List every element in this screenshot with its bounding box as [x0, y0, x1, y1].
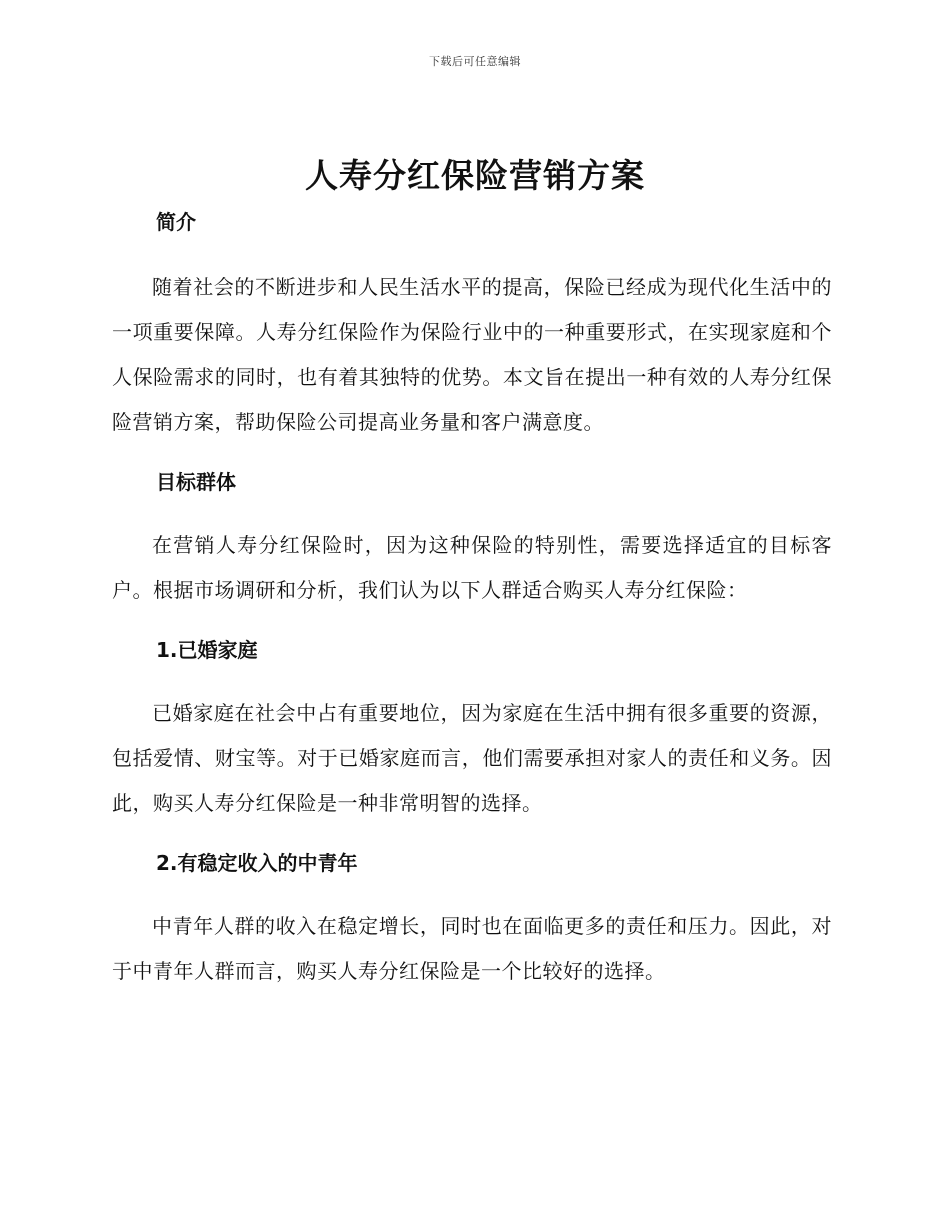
section-paragraph-married-families: 已婚家庭在社会中占有重要地位，因为家庭在生活中拥有很多重要的资源，包括爱情、财宝等。对于已婚家庭而言，他们需要承担对家人的责任和义务。因此，购买人寿分红保险是一种非常明智的选择。 [112, 701, 832, 815]
section-paragraph-target-group: 在营销人寿分红保险时，因为这种保险的特别性，需要选择适宜的目标客户。根据市场调研和分析，我们认为以下人群适合购买人寿分红保险： [112, 533, 832, 602]
section-heading-target-group: 目标群体 [156, 470, 236, 494]
section-paragraph-intro: 随着社会的不断进步和人民生活水平的提高，保险已经成为现代化生活中的一项重要保障。人寿分红保险作为保险行业中的一种重要形式，在实现家庭和个人保险需求的同时，也有着其独特的优势。本文旨在提出一种有效的人寿分红保险营销方案，帮助保险公司提高业务量和客户满意度。 [112, 275, 832, 434]
section-heading-young-adults: 2.有稳定收入的中青年 [156, 851, 358, 875]
header-note: 下载后可任意编辑 [429, 55, 521, 68]
document-body [112, 202, 832, 994]
document-title: 人寿分红保险营销方案 [305, 156, 645, 195]
section-paragraph-young-adults: 中青年人群的收入在稳定增长，同时也在面临更多的责任和压力。因此，对于中青年人群而言，购买人寿分红保险是一个比较好的选择。 [112, 914, 832, 983]
section-heading-married-families: 1.已婚家庭 [156, 638, 258, 662]
section-heading-intro: 简介 [156, 210, 196, 234]
